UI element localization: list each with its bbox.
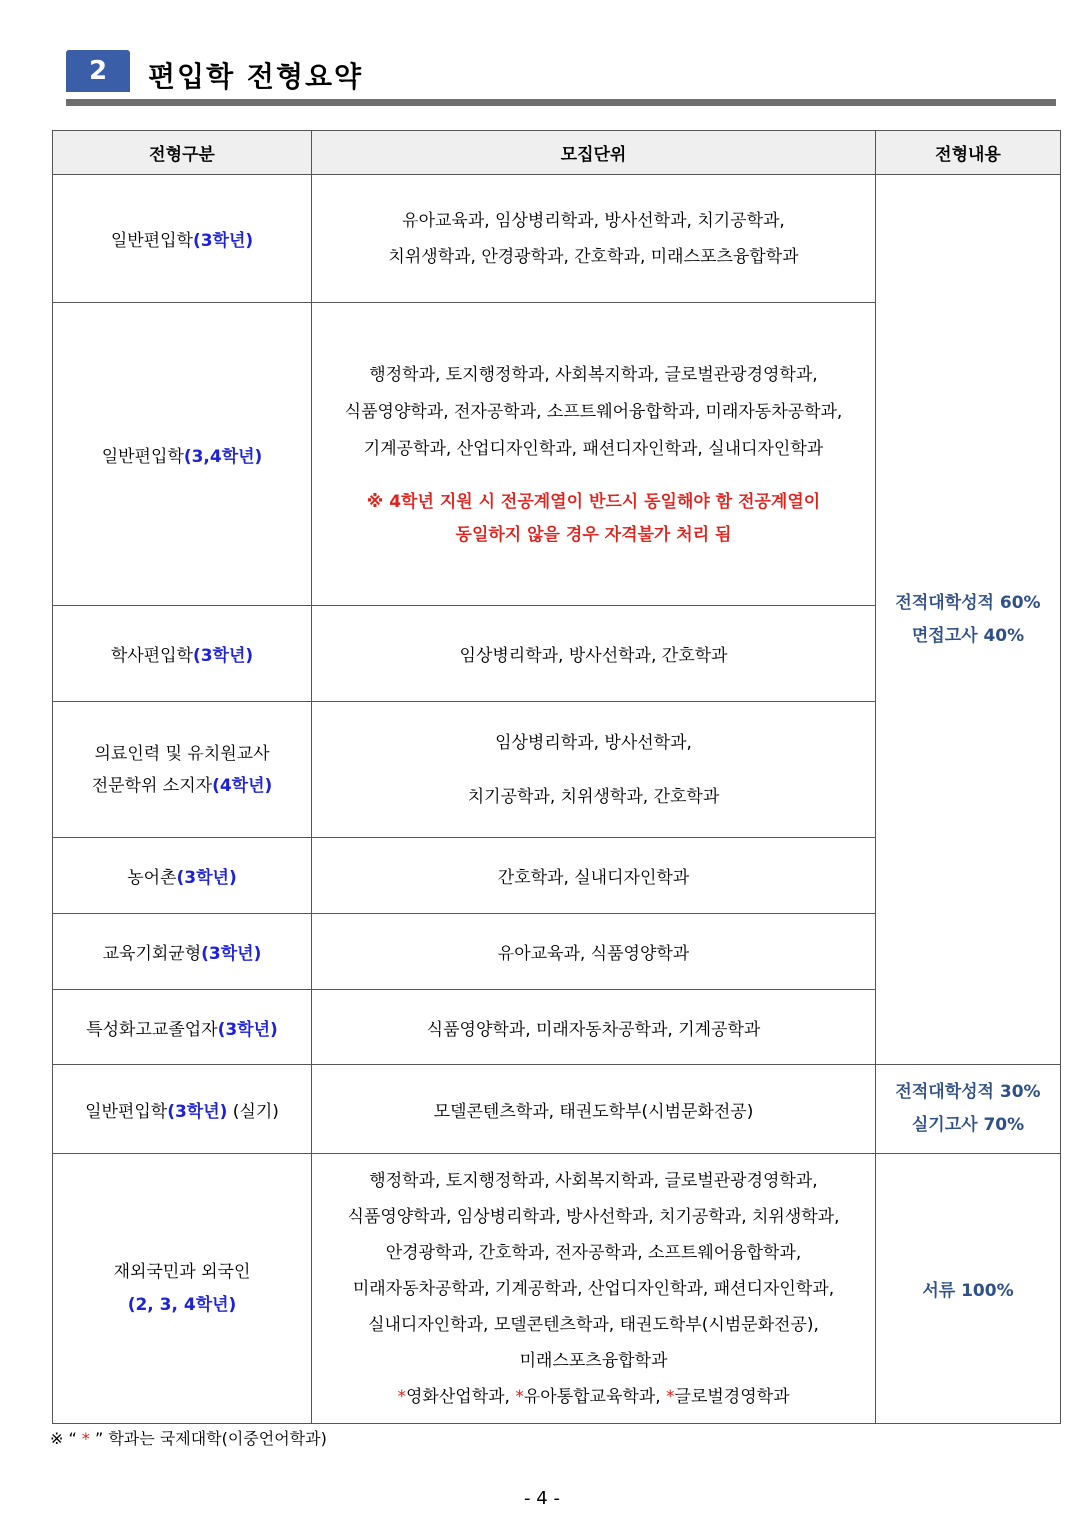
units-line: 식품영양학과, 임상병리학과, 방사선학과, 치기공학과, 치위생학과, xyxy=(347,1206,840,1227)
units-cell xyxy=(312,990,876,1065)
type-label: 재외국민과 외국인 xyxy=(113,1261,251,1282)
type-label: 학사편입학 xyxy=(110,646,193,666)
star-mark: * xyxy=(397,1386,406,1407)
note-line: ※ 4학년 지원 시 전공계열이 반드시 동일해야 함 전공계열이 xyxy=(366,491,821,512)
units-cell xyxy=(312,914,876,990)
title-underline xyxy=(66,99,1056,106)
section-title: 편입학 전형요약 xyxy=(148,60,364,93)
type-label: 의료인력 및 유치원교사 xyxy=(94,743,270,764)
units-line: 유아교육과, 임상병리학과, 방사선학과, 치기공학과, xyxy=(402,210,785,231)
units-line: 행정학과, 토지행정학과, 사회복지학과, 글로벌관광경영학과, xyxy=(369,1170,818,1191)
type-label: 전문학위 소지자 xyxy=(91,775,213,796)
type-cell xyxy=(53,175,312,303)
units-cell xyxy=(312,1154,876,1424)
type-year: (3학년) xyxy=(192,646,254,666)
content-cell-document-interview xyxy=(876,175,1061,1065)
units-line: 미래자동차공학과, 기계공학과, 산업디자인학과, 패션디자인학과, xyxy=(352,1278,835,1299)
content-line: 전적대학성적 60% xyxy=(895,592,1041,613)
units-cell xyxy=(312,606,876,702)
type-label: 일반편입학 xyxy=(101,446,184,467)
type-cell xyxy=(53,606,312,702)
units-cell xyxy=(312,1065,876,1154)
units-line: 유아교육과, 식품영양학과 xyxy=(497,944,690,964)
units-cell xyxy=(312,838,876,914)
type-year: (4학년) xyxy=(212,775,273,796)
type-cell xyxy=(53,1154,312,1424)
table-row xyxy=(53,1154,1061,1424)
table-row xyxy=(53,1065,1061,1154)
intl-unit: 영화산업학과, xyxy=(406,1386,516,1407)
type-year: (3학년) xyxy=(192,231,254,251)
type-label: 일반편입학 xyxy=(85,1101,168,1122)
admission-summary-table xyxy=(52,130,1061,1424)
type-label: 교육기회균형 xyxy=(102,944,202,964)
units-line: 행정학과, 토지행정학과, 사회복지학과, 글로벌관광경영학과, xyxy=(369,364,818,385)
table-row xyxy=(53,175,1061,303)
type-year: (3학년) xyxy=(167,1101,228,1122)
type-year: (2, 3, 4학년) xyxy=(127,1294,237,1315)
table-header-row xyxy=(53,131,1061,175)
footnote-text: ” 학과는 국제대학(이중언어학과) xyxy=(89,1429,327,1448)
units-cell xyxy=(312,702,876,838)
type-label: 특성화고교졸업자 xyxy=(86,1019,218,1040)
type-cell xyxy=(53,838,312,914)
units-line: 실내디자인학과, 모델콘텐츠학과, 태권도학부(시범문화전공), xyxy=(368,1314,819,1335)
type-label: 일반편입학 xyxy=(110,231,193,251)
type-cell xyxy=(53,1065,312,1154)
type-year: (3학년) xyxy=(217,1019,278,1040)
star-mark: * xyxy=(515,1386,524,1407)
section-number-badge: 2 xyxy=(66,50,130,92)
units-line: 기계공학과, 산업디자인학과, 패션디자인학과, 실내디자인학과 xyxy=(363,438,824,459)
star-mark: * xyxy=(81,1429,90,1448)
type-suffix: (실기) xyxy=(227,1101,279,1122)
header-units: 모집단위 xyxy=(312,131,876,175)
units-cell xyxy=(312,303,876,606)
content-line: 전적대학성적 30% xyxy=(895,1082,1041,1102)
units-line: 치위생학과, 안경광학과, 간호학과, 미래스포츠융합학과 xyxy=(388,246,799,267)
type-label: 농어촌 xyxy=(127,868,177,888)
units-line: 안경광학과, 간호학과, 전자공학과, 소프트웨어융합학과, xyxy=(385,1242,802,1263)
content-line: 실기고사 70% xyxy=(911,1115,1025,1135)
type-label-line2 xyxy=(59,770,305,802)
units-line: 식품영양학과, 미래자동차공학과, 기계공학과 xyxy=(426,1019,761,1040)
units-line: 임상병리학과, 방사선학과, 간호학과 xyxy=(459,646,728,666)
units-line: 식품영양학과, 전자공학과, 소프트웨어융합학과, 미래자동차공학과, xyxy=(344,401,843,422)
units-cell xyxy=(312,175,876,303)
content-cell-documents xyxy=(876,1154,1061,1424)
note-line: 동일하지 않을 경우 자격불가 처리 됨 xyxy=(455,524,732,545)
header-type: 전형구분 xyxy=(53,131,312,175)
units-line: 간호학과, 실내디자인학과 xyxy=(497,868,690,888)
type-year: (3,4학년) xyxy=(183,446,263,467)
units-line: 미래스포츠융합학과 xyxy=(519,1350,668,1371)
type-year: (3학년) xyxy=(201,944,262,964)
type-cell xyxy=(53,914,312,990)
footnote xyxy=(50,1426,327,1449)
type-year: (3학년) xyxy=(176,868,237,888)
star-mark: * xyxy=(666,1386,675,1407)
units-line: 모델콘텐츠학과, 태권도학부(시범문화전공) xyxy=(433,1101,754,1122)
units-line: 치기공학과, 치위생학과, 간호학과 xyxy=(467,786,720,807)
footnote-prefix: ※ “ xyxy=(50,1429,82,1448)
units-line: 임상병리학과, 방사선학과, xyxy=(495,732,692,753)
intl-unit: 글로벌경영학과 xyxy=(674,1386,790,1407)
content-line: 서류 100% xyxy=(922,1281,1014,1301)
content-cell-practical xyxy=(876,1065,1061,1154)
page-number: - 4 - xyxy=(524,1488,560,1509)
type-cell xyxy=(53,702,312,838)
intl-units-line xyxy=(318,1379,869,1415)
type-cell xyxy=(53,990,312,1065)
intl-unit: 유아통합교육학과, xyxy=(523,1386,667,1407)
content-line: 면접고사 40% xyxy=(911,625,1025,646)
type-cell xyxy=(53,303,312,606)
header-content: 전형내용 xyxy=(876,131,1061,175)
